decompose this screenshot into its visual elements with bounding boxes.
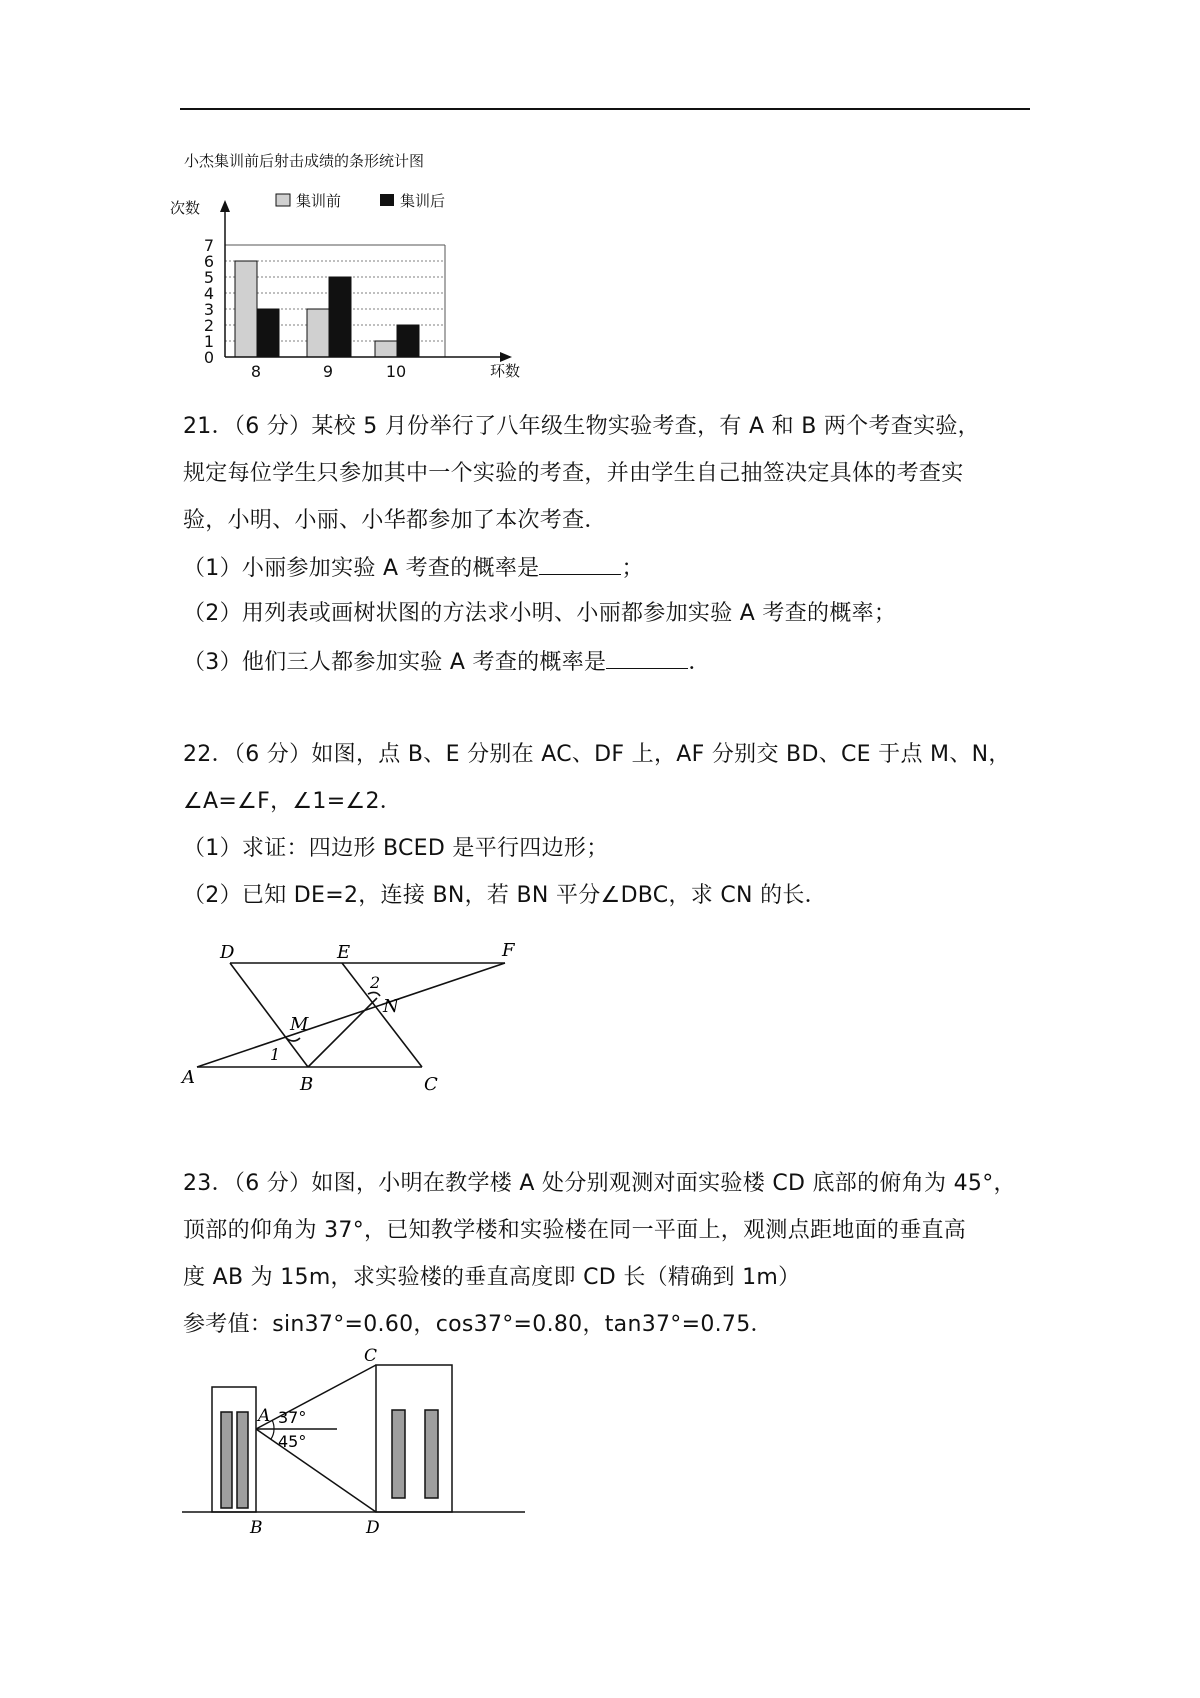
bar-before-8 xyxy=(235,261,257,357)
legend-swatch-after xyxy=(380,194,394,206)
label-B: B xyxy=(250,1518,263,1538)
y-axis-label: 次数 xyxy=(170,199,201,217)
y-tick-label: 2 xyxy=(203,316,214,335)
y-tick-label: 6 xyxy=(203,252,214,271)
bar-chart xyxy=(170,150,550,380)
y-axis-arrow xyxy=(220,200,230,212)
label-M: M xyxy=(290,1014,309,1035)
label-A: A xyxy=(182,1067,195,1088)
label-F: F xyxy=(502,940,515,961)
y-tick-label: 3 xyxy=(203,300,214,319)
q22-figure xyxy=(180,930,540,1100)
y-tick-label: 5 xyxy=(203,268,214,287)
y-tick-label: 1 xyxy=(203,332,214,351)
y-tick-label: 4 xyxy=(203,284,214,303)
q21-line-1: 21．（6 分）某校 5 月份举行了八年级生物实验考查，有 A 和 B 两个考查实验， xyxy=(183,414,980,439)
q23-reference: 参考值：sin37°=0.60，cos37°=0.80，tan37°=0.75． xyxy=(183,1312,773,1337)
q23-line-2: 顶部的仰角为 37°，已知教学楼和实验楼在同一平面上，观测点距地面的垂直高 xyxy=(183,1218,967,1243)
y-tick-label: 0 xyxy=(203,348,214,367)
q22-sub-2: （2）已知 DE=2，连接 BN，若 BN 平分∠DBC，求 CN 的长． xyxy=(183,883,827,908)
bar-after-9 xyxy=(329,277,351,357)
label-angle-2: 2 xyxy=(370,973,381,992)
bar-before-10 xyxy=(375,341,397,357)
bar-before-9 xyxy=(307,309,329,357)
q21-sub-1 xyxy=(183,552,644,584)
q21-sub-3-end: ． xyxy=(688,650,711,675)
chart-title: 小杰集训前后射击成绩的条形统计图 xyxy=(184,152,425,170)
legend-swatch-before xyxy=(276,194,290,206)
label-E: E xyxy=(337,942,351,963)
answer-blank-2[interactable] xyxy=(606,646,688,669)
label-45: 45° xyxy=(278,1432,307,1451)
label-D: D xyxy=(366,1518,380,1538)
header-rule xyxy=(180,108,1030,110)
q21-sub-1-end: ； xyxy=(621,556,644,581)
bar-after-8 xyxy=(257,309,279,357)
label-angle-1: 1 xyxy=(270,1045,281,1064)
label-B: B xyxy=(300,1074,314,1095)
q22-line-1: 22．（6 分）如图，点 B、E 分别在 AC、DF 上，AF 分别交 BD、CE 于点 M、N， xyxy=(183,742,1011,767)
x-tick-label: 9 xyxy=(322,362,334,380)
label-D: D xyxy=(220,942,235,963)
x-tick-label: 8 xyxy=(250,362,262,380)
q22-line-2: ∠A=∠F，∠1=∠2． xyxy=(183,789,403,814)
bar-after-10 xyxy=(397,325,419,357)
q21-line-2: 规定每位学生只参加其中一个实验的考查，并由学生自己抽签决定具体的考查实 xyxy=(183,461,964,486)
label-37: 37° xyxy=(278,1408,307,1427)
x-tick-label: 10 xyxy=(385,362,407,380)
q23-line-3: 度 AB 为 15m，求实验楼的垂直高度即 CD 长（精确到 1m） xyxy=(183,1265,801,1290)
legend-label-after: 集训后 xyxy=(400,192,446,210)
label-C: C xyxy=(424,1074,438,1095)
answer-blank-1[interactable] xyxy=(539,552,621,575)
q21-line-3: 验，小明、小丽、小华都参加了本次考查． xyxy=(183,508,607,533)
label-C: C xyxy=(364,1346,378,1366)
q21-sub-3 xyxy=(183,646,711,678)
q21-sub-3-text: （3）他们三人都参加实验 A 考查的概率是 xyxy=(183,650,607,675)
x-axis-arrow xyxy=(500,352,512,362)
legend-label-before: 集训前 xyxy=(296,192,342,210)
y-tick-label: 7 xyxy=(203,236,214,255)
q21-sub-2: （2）用列表或画树状图的方法求小明、小丽都参加实验 A 考查的概率； xyxy=(183,601,897,626)
q21-sub-1-text: （1）小丽参加实验 A 考查的概率是 xyxy=(183,556,540,581)
label-A: A xyxy=(258,1406,271,1426)
q23-figure xyxy=(180,1345,530,1545)
x-axis-label: 环数 xyxy=(490,362,521,380)
q22-sub-1: （1）求证：四边形 BCED 是平行四边形； xyxy=(183,836,609,861)
label-N: N xyxy=(383,996,399,1017)
q23-line-1: 23．（6 分）如图，小明在教学楼 A 处分别观测对面实验楼 CD 底部的俯角为 45°， xyxy=(183,1171,1016,1196)
